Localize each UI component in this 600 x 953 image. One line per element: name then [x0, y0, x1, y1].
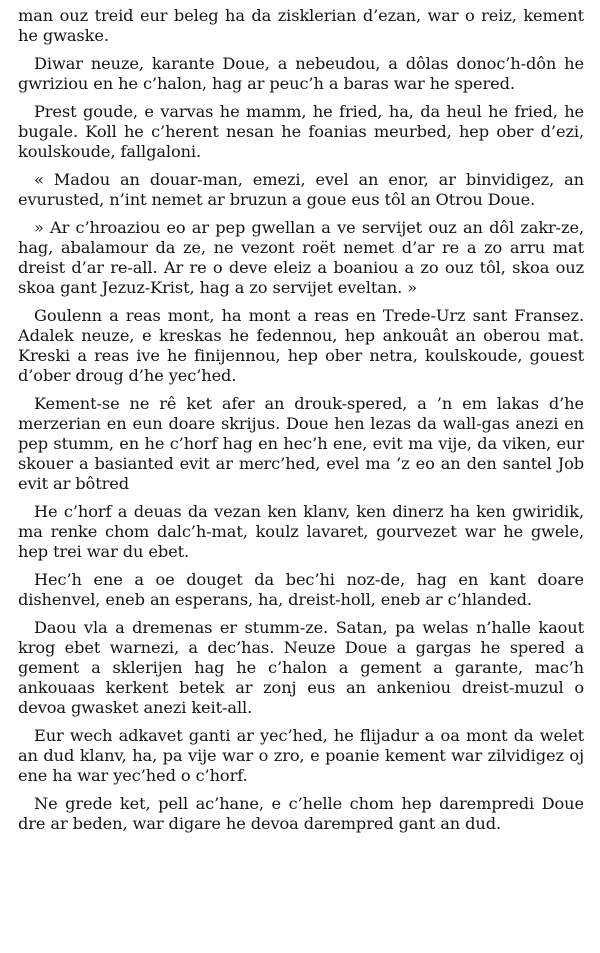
paragraph-6: Goulenn a reas mont, ha mont a reas en Trede-Urz sant Fransez. Adalek neuze, e kreskas he fedennou, hep ankouât an oberou mat. Kreski a reas ive he finijennou, hep ober netra, koulskoude, gouest d’ober droug d’he yec’hed. [18, 306, 584, 385]
paragraph-11: Eur wech adkavet ganti ar yec’hed, he flijadur a oa mont da welet an dud klanv, ha, pa vije war o zro, e poanie kement war zilvidigez oj ene ha war yec’hed o c’horf. [18, 726, 584, 785]
paragraph-8: He c’horf a deuas da vezan ken klanv, ken dinerz ha ken gwiridik, ma renke chom dalc’h-mat, koulz lavaret, gourvezet war he gwele, hep trei war du ebet. [18, 502, 584, 561]
document-page [18, 6, 584, 834]
paragraph-3: Prest goude, e varvas he mamm, he fried, ha, da heul he fried, he bugale. Koll he c’herent nesan he foanias meurbed, hep ober d’ezi, koulskoude, fallgaloni. [18, 102, 584, 161]
paragraph-10: Daou vla a dremenas er stumm-ze. Satan, pa welas n’halle kaout krog ebet warnezi, a dec’has. Neuze Doue a gargas he spered a gement a sklerijen hag he c’halon a gement a garante, mac’h ankouaas kerkent betek ar zonj eus an ankeniou dreist-muzul o devoa gwasket anezi keit-all. [18, 618, 584, 717]
paragraph-9: Hec’h ene a oe douget da bec’hi noz-de, hag en kant doare dishenvel, eneb an esperans, ha, dreist-holl, eneb ar c’hlanded. [18, 570, 584, 609]
paragraph-1: man ouz treid eur beleg ha da zisklerian d’ezan, war o reiz, kement he gwaske. [18, 6, 584, 45]
paragraph-7: Kement-se ne rê ket afer an drouk-spered, a ’n em lakas d’he merzerian en eun doare skrijus. Doue hen lezas da wall-gas anezi en pep stumm, en he c’horf hag en hec’h ene, evit ma vije, da viken, eur skouer a basianted evit ar merc’hed, evel ma ’z eo an den santel Job evit ar bôtred [18, 394, 584, 493]
paragraph-2: Diwar neuze, karante Doue, a nebeudou, a dôlas donoc’h-dôn he gwriziou en he c’halon, hag ar peuc’h a baras war he spered. [18, 54, 584, 93]
paragraph-12: Ne grede ket, pell ac’hane, e c’helle chom hep darempredi Doue dre ar beden, war digare he devoa darempred gant an dud. [18, 794, 584, 833]
paragraph-5: » Ar c’hroaziou eo ar pep gwellan a ve servijet ouz an dôl zakr-ze, hag, abalamour da ze, ne vezont roët nemet d’ar re a zo arru mat dreist d’ar re-all. Ar re o deve eleiz a boaniou a zo ouz tôl, skoa ouz skoa gant Jezuz-Krist, hag a zo servijet eveltan. » [18, 218, 584, 297]
paragraph-4: « Madou an douar-man, emezi, evel an enor, ar binvidigez, an evurusted, n’int nemet ar bruzun a goue eus tôl an Otrou Doue. [18, 170, 584, 209]
